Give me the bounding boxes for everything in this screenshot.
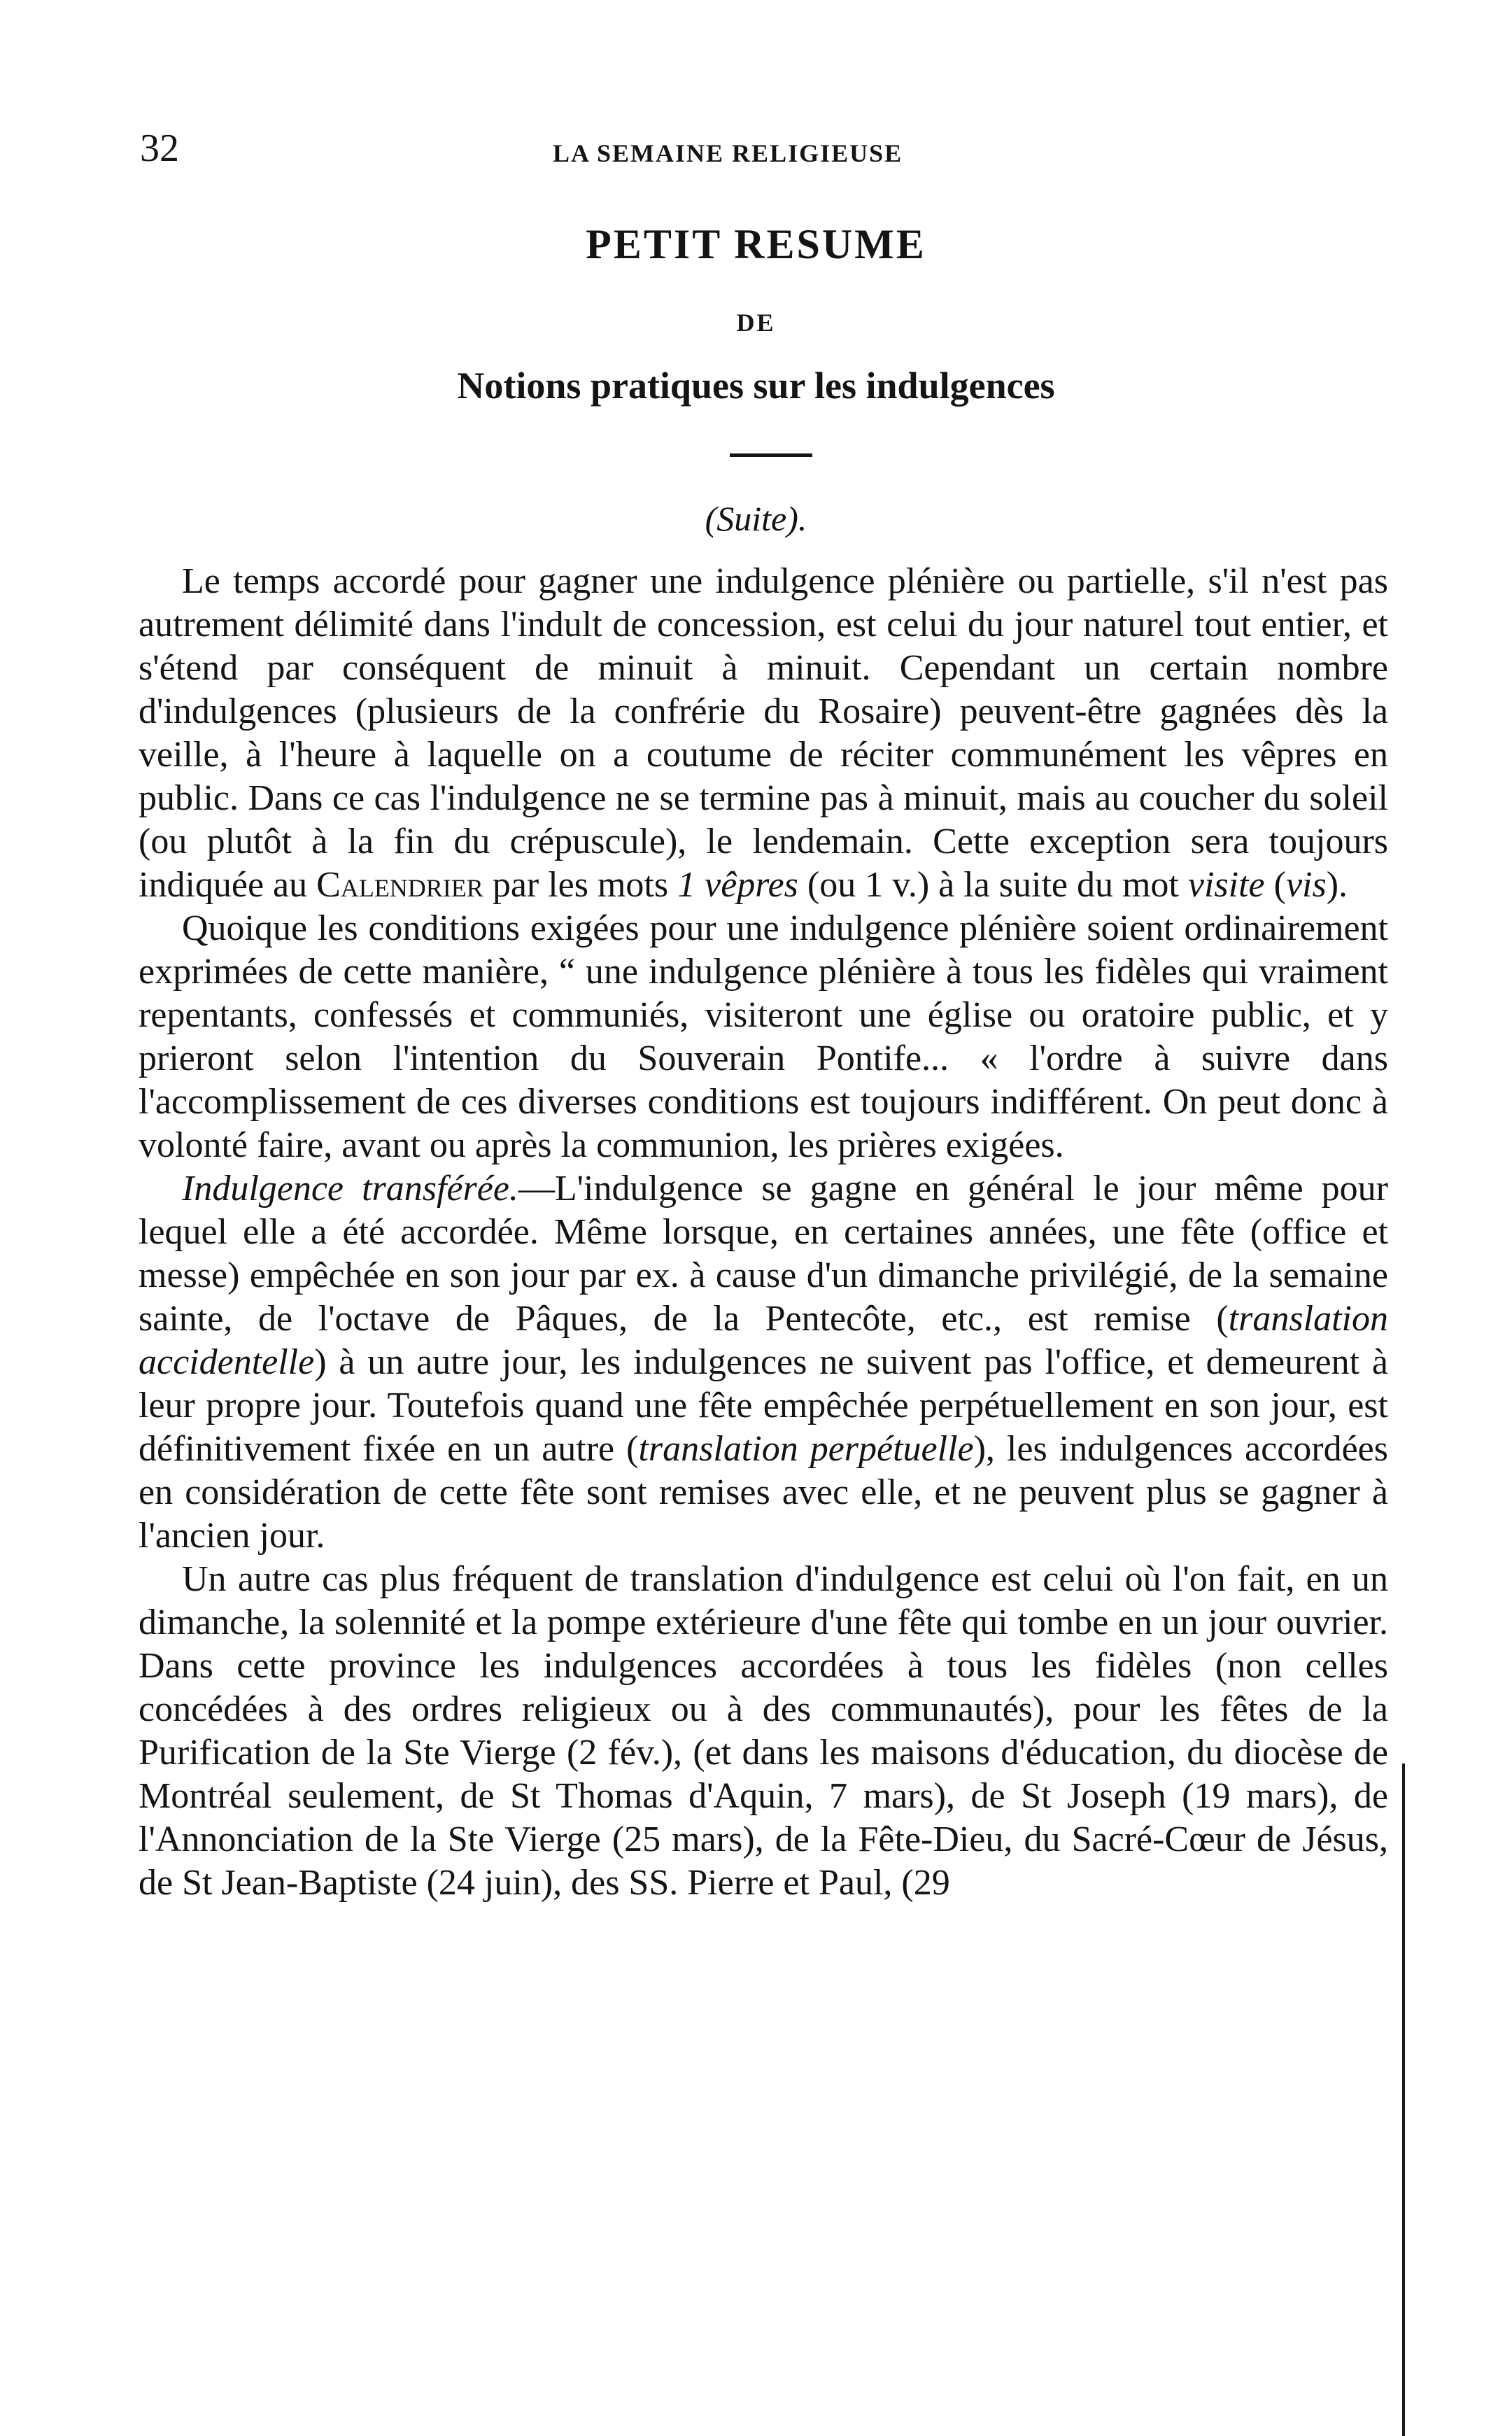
p1-text-d: ( — [1264, 865, 1286, 905]
title-connector: DE — [736, 309, 776, 337]
p3-translation-perpetuelle: translation perpétuelle — [638, 1429, 974, 1469]
paragraph-time-granted — [139, 560, 1388, 907]
p1-text-a: Le temps accordé pour gagner une indulgence plénière ou partielle, s'il n'est pas autrement délimité dans l'indult de concession, est celui du jour naturel tout entier, et s'étend par conséquent de minuit à minuit. Cependant un certain nombre d'indulgences (plusieurs de la confrérie du Rosaire) peuvent-être gagnées dès la veille, à l'heure à laquelle on a coutume de réciter communément les vêpres en public. Dans ce cas l'indulgence ne se termine pas à minuit, mais au coucher du soleil (ou plutôt à la fin du crépuscule), le lendemain. Cette exception sera toujours indiquée au — [139, 561, 1388, 905]
page-edge-shadow — [1402, 1763, 1405, 2436]
p1-vis: vis — [1285, 865, 1327, 905]
p1-text-e: ). — [1326, 865, 1348, 905]
paragraph-translation-case: Un autre cas plus fréquent de translation d'indulgence est celui où l'on fait, en un dimanche, la solennité et la pompe extérieure d'une fête qui tombe en un jour ouvrier. Dans cette province les indulgences accordées à tous les fidèles (non celles concédées à des ordres religieux ou à des communautés), pour les fêtes de la Purification de la Ste Vierge (2 fév.), (et dans les maisons d'éducation, du diocèse de Montréal seulement, de St Thomas d'Aquin, 7 mars), de St Joseph (19 mars), de l'Annonciation de la Ste Vierge (25 mars), de la Fête-Dieu, du Sacré-Cœur de Jésus, de St Jean-Baptiste (24 juin), des SS. Pierre et Paul, (29 — [139, 1559, 1388, 1903]
p1-calendrier: Calendrier — [316, 865, 483, 905]
continued-marker: (Suite). — [705, 499, 807, 538]
paragraph-indulgence-transferee — [139, 1167, 1388, 1558]
p1-vepres: 1 vêpres — [677, 865, 798, 905]
p3-text-a: —L'indulgence se gagne en général le jour même pour lequel elle a été accordée. Même lorsque, en certaines années, une fête (office et messe) empêchée en son jour par ex. à cause d'un dimanche privilégié, de la semaine sainte, de l'octave de Pâques, de la Pentecôte, etc., est remise ( — [139, 1169, 1388, 1339]
p1-visite: visite — [1187, 865, 1265, 905]
article-subtitle: Notions pratiques sur les indulgences — [457, 365, 1055, 407]
p3-translation-accidentelle: translation accidentelle — [139, 1299, 1388, 1382]
p3-text-c: ), les indulgences accordées en considération de cette fête sont remises avec elle, et ne peuvent plus se gagner à l'ancien jour. — [139, 1429, 1388, 1556]
p1-text-b: par les mots — [483, 865, 678, 905]
title-rule-divider — [730, 453, 812, 457]
article-title: PETIT RESUME — [586, 221, 926, 267]
paragraph-conditions: Quoique les conditions exigées pour une indulgence plénière soient ordinairement exprimées de cette manière, “ une indulgence plénière à tous les fidèles qui vraiment repentants, confessés et communiés, visiteront une église ou oratoire public, et y prieront selon l'intention du Souverain Pontife... « l'ordre à suivre dans l'accomplissement de ces diverses conditions est toujours indifférent. On peut donc à volonté faire, avant ou après la communion, les prières exigées. — [139, 908, 1388, 1165]
p3-text-b: ) à un autre jour, les indulgences ne suivent pas l'office, et demeurent à leur propre jour. Toutefois quand une fête empêchée perpétuellement en son jour, est définitivement fixée en un autre ( — [139, 1342, 1388, 1469]
article-body — [139, 560, 1388, 1905]
p3-label: Indulgence transférée. — [182, 1169, 518, 1209]
p1-text-c: (ou 1 v.) à la suite du mot — [798, 865, 1188, 905]
running-title: LA SEMAINE RELIGIEUSE — [553, 139, 903, 167]
page-header — [140, 126, 1385, 175]
page-number: 32 — [140, 127, 179, 170]
